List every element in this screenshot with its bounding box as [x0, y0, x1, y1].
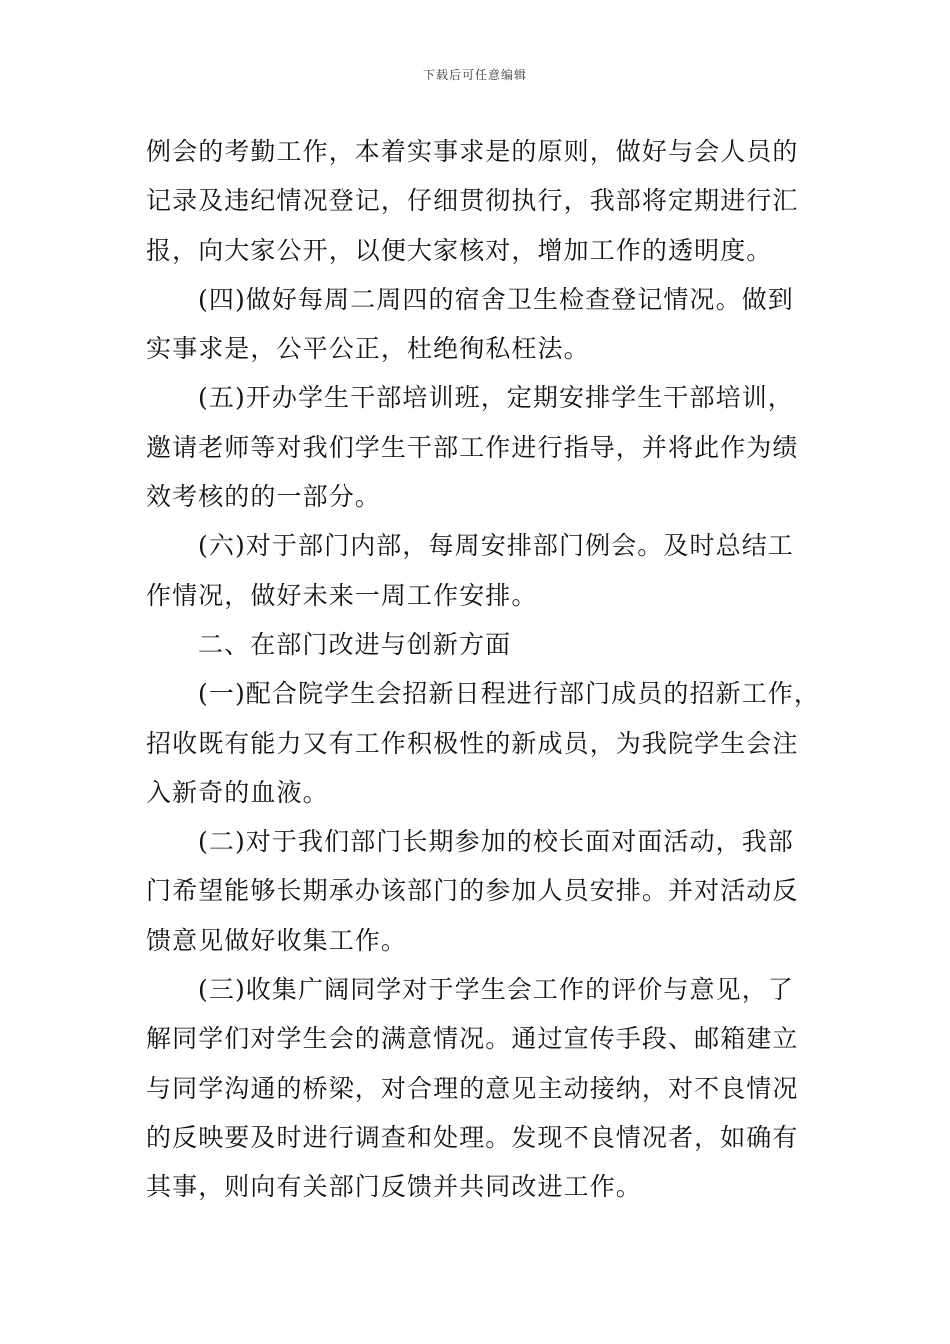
text-line: 馈意见做好收集工作。 — [146, 925, 408, 955]
text-line: (六)对于部门内部，每周安排部门例会。及时总结工 — [198, 531, 794, 561]
text-line: 与同学沟通的桥梁，对合理的意见主动接纳，对不良情况 — [146, 1073, 799, 1103]
text-line: 解同学们对学生会的满意情况。通过宣传手段、邮箱建立 — [146, 1024, 799, 1054]
text-line: (三)收集广阔同学对于学生会工作的评价与意见，了 — [198, 975, 794, 1005]
text-line: 报，向大家公开，以便大家核对，增加工作的透明度。 — [146, 235, 773, 265]
text-line: (一)配合院学生会招新日程进行部门成员的招新工作， — [198, 679, 821, 709]
text-line: 二、在部门改进与创新方面 — [198, 629, 512, 659]
text-line: (五)开办学生干部培训班，定期安排学生干部培训， — [198, 383, 794, 413]
text-line: 邀请老师等对我们学生干部工作进行指导，并将此作为绩 — [146, 432, 799, 462]
text-line: 招收既有能力又有工作积极性的新成员，为我院学生会注 — [146, 728, 799, 758]
document-body — [146, 127, 826, 1212]
text-line: (四)做好每周二周四的宿舍卫生检查登记情况。做到 — [198, 284, 794, 314]
text-line: 记录及违纪情况登记，仔细贯彻执行，我部将定期进行汇 — [146, 186, 799, 216]
text-line: 的反映要及时进行调查和处理。发现不良情况者，如确有 — [146, 1122, 799, 1152]
text-line: (二)对于我们部门长期参加的校长面对面活动，我部 — [198, 827, 794, 857]
text-line: 门希望能够长期承办该部门的参加人员安排。并对活动反 — [146, 876, 799, 906]
text-line: 效考核的的一部分。 — [146, 482, 381, 512]
page-header: 下载后可任意编辑 — [422, 68, 527, 82]
text-line: 作情况，做好未来一周工作安排。 — [146, 580, 538, 610]
text-line: 入新奇的血液。 — [146, 777, 329, 807]
text-line: 例会的考勤工作，本着实事求是的原则，做好与会人员的 — [146, 137, 799, 166]
text-line: 实事求是，公平公正，杜绝徇私枉法。 — [146, 334, 590, 364]
text-line: 其事，则向有关部门反馈并共同改进工作。 — [146, 1172, 642, 1202]
